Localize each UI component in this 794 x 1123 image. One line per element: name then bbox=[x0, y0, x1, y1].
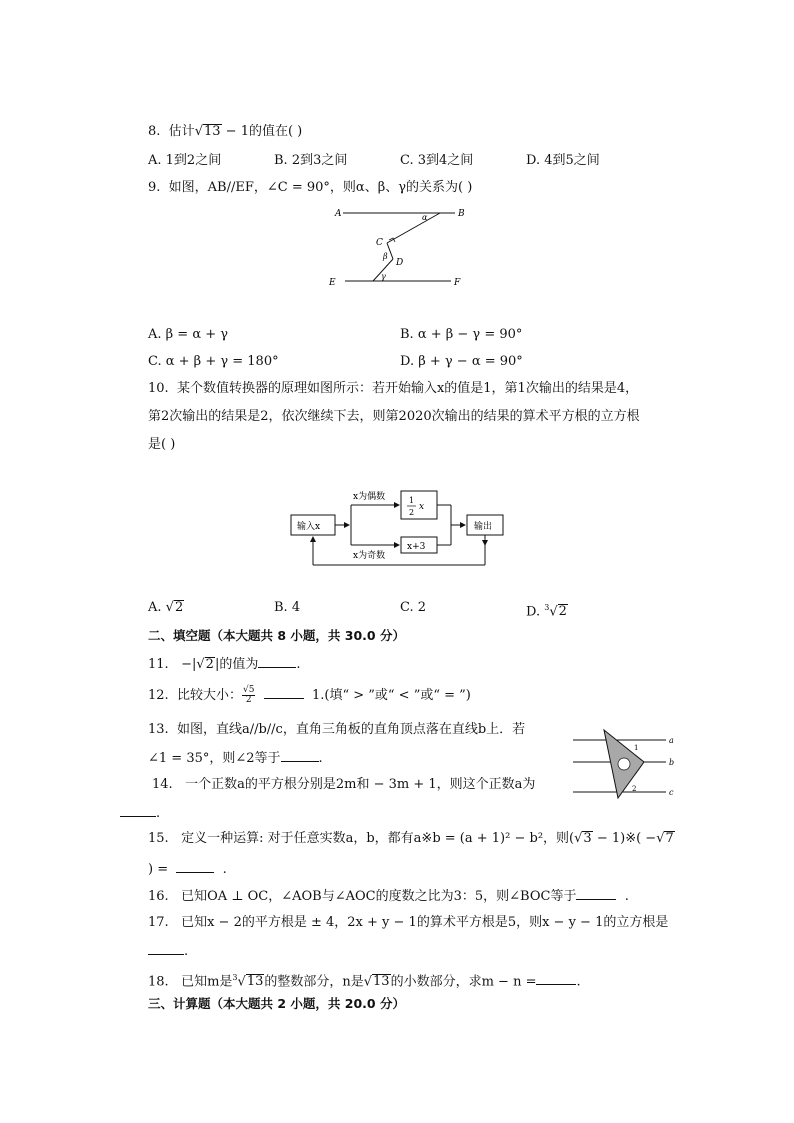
q9-option-a[interactable]: A. β = α + γ bbox=[148, 327, 229, 342]
question-10-line3: 是( ) bbox=[148, 437, 176, 452]
line-c-label: c bbox=[669, 788, 674, 797]
answer-blank[interactable] bbox=[148, 942, 184, 955]
flow-odd-label: x为奇数 bbox=[353, 551, 386, 561]
q10-flow-diagram bbox=[285, 485, 510, 575]
q13-figure bbox=[570, 728, 680, 802]
question-17: 17. 已知x − 2的平方根是 ± 4，2x + y − 1的算术平方根是5，则x − y − 1的立方根是 bbox=[148, 915, 669, 930]
question-11: 11. −|√2|的值为 . bbox=[148, 657, 301, 672]
flow-output-box: 输出 bbox=[474, 522, 493, 532]
question-14: 14. 一个正数a的平方根分别是2m和 − 3m + 1，则这个正数a为 bbox=[152, 777, 536, 792]
q8-option-b[interactable]: B. 2到3之间 bbox=[274, 153, 348, 168]
question-15-line2: ) = . bbox=[148, 862, 227, 877]
answer-blank[interactable] bbox=[576, 887, 616, 900]
q10-option-c[interactable]: C. 2 bbox=[400, 600, 427, 615]
question-18: 18. 已知m是$^3$√13的整数部分，n是√13的小数部分，求m − n = . bbox=[148, 973, 581, 990]
label-D: D bbox=[396, 258, 404, 268]
label-E: E bbox=[329, 278, 336, 288]
line-b-label: b bbox=[669, 758, 675, 767]
angle-2-label: 2 bbox=[632, 785, 637, 793]
label-gamma: γ bbox=[381, 272, 386, 281]
q9-figure bbox=[325, 202, 470, 292]
answer-blank[interactable] bbox=[258, 655, 296, 668]
sqrt-symbol: √ bbox=[194, 124, 203, 139]
question-16: 16. 已知OA ⊥ OC，∠AOB与∠AOC的度数之比为3：5，则∠BOC等于 . bbox=[148, 889, 629, 904]
question-14-line2: . bbox=[120, 804, 160, 822]
q8-option-a[interactable]: A. 1到2之间 bbox=[148, 153, 222, 168]
answer-blank[interactable] bbox=[176, 860, 214, 873]
label-beta: β bbox=[383, 252, 388, 261]
angle-1-label: 1 bbox=[634, 744, 639, 752]
question-12: 12. 比较大小： $\frac{√5}{2}$ 1.(填“ > ”或“ < ”或“ = ”) bbox=[148, 685, 471, 705]
q9-option-d[interactable]: D. β + γ − α = 90° bbox=[400, 354, 523, 369]
label-F: F bbox=[454, 278, 461, 288]
flow-plus3-box: x+3 bbox=[407, 542, 426, 552]
q8-option-c[interactable]: C. 3到4之间 bbox=[400, 153, 474, 168]
question-10-line2: 第2次输出的结果是2，依次继续下去，则第2020次输出的结果的算术平方根的立方根 bbox=[148, 409, 640, 424]
question-8: 8. 估计√13 − 1的值在( ) bbox=[148, 124, 303, 139]
answer-blank[interactable] bbox=[281, 749, 319, 762]
q10-option-a[interactable]: A. √2 bbox=[148, 600, 184, 615]
question-17-line2: . bbox=[148, 942, 188, 960]
section-2-heading: 二、填空题（本大题共 8 小题，共 30.0 分） bbox=[148, 628, 405, 643]
line-a-label: a bbox=[669, 736, 674, 745]
q9-option-b[interactable]: B. α + β − γ = 90° bbox=[400, 327, 523, 342]
label-B: B bbox=[458, 209, 465, 219]
question-13-line1: 13. 如图，直线a//b//c，直角三角板的直角顶点落在直线b上．若 bbox=[148, 722, 526, 737]
half-den: 2 bbox=[409, 508, 415, 517]
question-9: 9. 如图，AB//EF，∠C = 90°，则α、β、γ的关系为( ) bbox=[148, 180, 473, 195]
label-alpha: α bbox=[422, 213, 428, 222]
question-15-line1: 15. 定义一种运算: 对于任意实数a，b，都有a※b = (a + 1)² − b²，则(√3 − 1)※( −√7 bbox=[148, 831, 674, 846]
sqrt5-over-2: $\frac{√5}{2}$ bbox=[242, 685, 255, 705]
half-num: 1 bbox=[409, 496, 415, 505]
q10-option-b[interactable]: B. 4 bbox=[274, 600, 301, 615]
flow-input-box: 输入x bbox=[297, 522, 321, 532]
section-3-heading: 三、计算题（本大题共 2 小题，共 20.0 分） bbox=[148, 996, 405, 1011]
q9-option-c[interactable]: C. α + β + γ = 180° bbox=[148, 354, 279, 369]
question-13-line2: ∠1 = 35°，则∠2等于 . bbox=[148, 751, 323, 766]
q10-option-d[interactable]: D. $^3$√2 bbox=[526, 603, 567, 620]
answer-blank[interactable] bbox=[264, 686, 304, 699]
answer-blank[interactable] bbox=[536, 972, 576, 985]
flow-even-label: x为偶数 bbox=[353, 492, 386, 502]
question-10-line1: 10. 某个数值转换器的原理如图所示：若开始输入x的值是1，第1次输出的结果是4， bbox=[148, 381, 639, 396]
answer-blank[interactable] bbox=[120, 804, 156, 817]
label-A: A bbox=[335, 209, 342, 219]
label-C: C bbox=[376, 238, 383, 248]
half-x: x bbox=[419, 502, 425, 512]
q8-option-d[interactable]: D. 4到5之间 bbox=[526, 153, 600, 168]
